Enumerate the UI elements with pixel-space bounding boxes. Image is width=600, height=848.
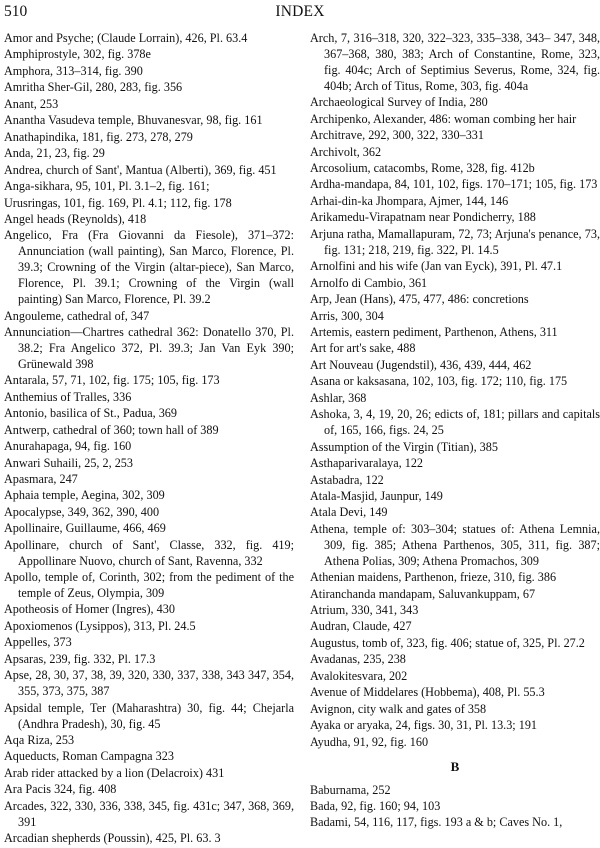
- index-entry: Amphora, 313–314, fig. 390: [4, 63, 143, 78]
- index-entry: Anathapindika, 181, fig. 273, 278, 279: [4, 129, 193, 144]
- index-entry: Arnolfo di Cambio, 361: [310, 275, 428, 290]
- index-entry: Amritha Sher-Gil, 280, 283, fig. 356: [4, 80, 183, 95]
- index-entry: Athenian maidens, Parthenon, frieze, 310, fig. 386: [310, 570, 557, 585]
- index-entry: Asana or kaksasana, 102, 103, fig. 172; 110, fig. 175: [310, 374, 568, 389]
- index-entry: Astabadra, 122: [310, 472, 384, 487]
- index-entry: Artemis, eastern pediment, Parthenon, Athens, 311: [310, 324, 558, 339]
- index-entry: Arcadian shepherds (Poussin), 425, Pl. 63. 3: [4, 831, 221, 846]
- index-entry: Art Nouveau (Jugendstil), 436, 439, 444, 462: [310, 357, 532, 372]
- index-entry: Apotheosis of Homer (Ingres), 430: [4, 602, 175, 617]
- index-entry: Badami, 54, 116, 117, figs. 193 a & b; Caves No. 1,: [310, 815, 563, 830]
- index-entry: Ayaka or aryaka, 24, figs. 30, 31, Pl. 13.3; 191: [310, 718, 538, 733]
- index-entry: Augustus, tomb of, 323, fig. 406; statue of, 325, Pl. 27.2: [310, 635, 585, 650]
- index-entry: Arch, 7, 316–318, 320, 322–323, 335–338, 343– 347, 348, 367–368, 380, 383; Arch of Constantine, Rome, 323, fig. 404c; Arch of Septimius Severus, Rome, 324, fig. 404b; Arch of Titus, Rome, 303, fig. 404a: [310, 31, 600, 93]
- index-entry: Aqa Riza, 253: [4, 733, 75, 748]
- index-entry: Athena, temple of: 303–304; statues of: Athena Lemnia, 309, fig. 385; Athena Parthenos, 305, 311, fig. 387; Athena Polias, 309; Athena Promachos, 309: [310, 521, 600, 568]
- index-entry: Atiranchanda mandapam, Saluvankuppam, 67: [310, 586, 536, 601]
- index-entry: Arikamedu-Virapatnam near Pondicherry, 188: [310, 210, 536, 225]
- index-entry: Amor and Psyche; (Claude Lorrain), 426, Pl. 63.4: [4, 31, 248, 45]
- index-entry: Apoxiomenos (Lysippos), 313, Pl. 24.5: [4, 618, 196, 633]
- index-entry: Atrium, 330, 341, 343: [310, 603, 419, 618]
- index-entry: Archipenko, Alexander, 486: woman combing her hair: [310, 111, 577, 126]
- index-entry: Ardha-mandapa, 84, 101, 102, figs. 170–171; 105, fig. 173: [310, 177, 598, 192]
- index-entry: Apollinare, church of Sant', Classe, 332, fig. 419; Appollinare Nuovo, church of Sant, Ravenna, 332: [4, 537, 294, 568]
- index-entry: Apollinaire, Guillaume, 466, 469: [4, 521, 166, 536]
- index-entry: Anga-sikhara, 95, 101, Pl. 3.1–2, fig. 161;: [4, 179, 210, 194]
- index-entry: Anthemius of Tralles, 336: [4, 389, 132, 404]
- index-entry: Appelles, 373: [4, 635, 72, 650]
- right-column-b-entries: [310, 783, 600, 832]
- index-entry: Urusringas, 101, fig. 169, Pl. 4.1; 112, fig. 178: [4, 195, 232, 210]
- index-entry: Avenue of Middelares (Hobbema), 408, Pl. 55.3: [310, 685, 545, 700]
- index-entry: Art for art's sake, 488: [310, 341, 416, 356]
- index-entry: Arnolfini and his wife (Jan van Eyck), 391, Pl. 47.1: [310, 259, 563, 274]
- running-title: INDEX: [275, 3, 325, 20]
- page-header: [4, 3, 596, 25]
- index-entry: Atala-Masjid, Jaunpur, 149: [310, 488, 443, 503]
- index-entry: Asthaparivaralaya, 122: [310, 456, 424, 471]
- index-columns: [4, 31, 600, 846]
- index-entry: Anantha Vasudeva temple, Bhuvanesvar, 98, fig. 161: [4, 113, 263, 128]
- index-entry: Avadanas, 235, 238: [310, 652, 406, 667]
- index-entry: Apollo, temple of, Corinth, 302; from the pediment of the temple of Zeus, Olympia, 309: [4, 570, 294, 601]
- index-entry: Assumption of the Virgin (Titian), 385: [310, 439, 498, 454]
- index-entry: Arp, Jean (Hans), 475, 477, 486: concretions: [310, 292, 529, 307]
- index-entry: Bada, 92, fig. 160; 94, 103: [310, 799, 441, 814]
- index-entry: Anant, 253: [4, 96, 59, 111]
- index-entry: Apocalypse, 349, 362, 390, 400: [4, 504, 160, 519]
- index-entry: Angel heads (Reynolds), 418: [4, 211, 147, 226]
- right-column: [310, 31, 600, 832]
- index-entry: Andrea, church of Sant', Mantua (Alberti), 369, fig. 451: [4, 162, 277, 177]
- index-entry: Baburnama, 252: [310, 782, 391, 797]
- index-entry: Audran, Claude, 427: [310, 619, 412, 634]
- index-entry: Architrave, 292, 300, 322, 330–331: [310, 128, 484, 143]
- index-entry: Angelico, Fra (Fra Giovanni da Fiesole), 371–372: Annunciation (wall painting), San Marco, Florence, Pl. 39.3; Crowning of the Virgin (altar-piece), San Marco, Florence, Pl. 39.1; Crowning of the Virgin (wall painting) San Marco, Florence, Pl. 39.2: [4, 228, 294, 307]
- index-entry: Archivolt, 362: [310, 144, 382, 159]
- index-entry: Atala Devi, 149: [310, 505, 388, 520]
- left-column: [4, 31, 294, 848]
- index-entry: Avalokitesvara, 202: [310, 668, 408, 683]
- index-entry: Ara Pacis 324, fig. 408: [4, 782, 117, 797]
- index-entry: Angouleme, cathedral of, 347: [4, 308, 150, 323]
- index-entry: Arhai-din-ka Jhompara, Ajmer, 144, 146: [310, 193, 509, 208]
- index-entry: Amphiprostyle, 302, fig. 378e: [4, 47, 151, 62]
- index-entry: Archaeological Survey of India, 280: [310, 95, 488, 110]
- index-entry: Aqueducts, Roman Campagna 323: [4, 749, 174, 764]
- index-entry: Arjuna ratha, Mamallapuram, 72, 73; Arjuna's penance, 73, fig. 131; 218, 219, fig. 322, Pl. 14.5: [310, 226, 600, 257]
- right-column-a-entries: [310, 31, 600, 751]
- index-entry: Arcades, 322, 330, 336, 338, 345, fig. 431c; 347, 368, 369, 391: [4, 798, 294, 829]
- index-entry: Apse, 28, 30, 37, 38, 39, 320, 330, 337, 338, 343 347, 354, 355, 373, 375, 387: [4, 668, 294, 699]
- index-entry: Annunciation—Chartres cathedral 362: Donatello 370, Pl. 38.2; Fra Angelico 372, Pl. 39.3; Jan Van Eyk 390; Grünewald 398: [4, 324, 294, 371]
- index-entry: Ashoka, 3, 4, 19, 20, 26; edicts of, 181; pillars and capitals of, 165, 166, figs. 24, 25: [310, 407, 600, 438]
- section-letter: B: [450, 758, 460, 774]
- index-entry: Antarala, 57, 71, 102, fig. 175; 105, fig. 173: [4, 373, 220, 388]
- index-entry: Apsaras, 239, fig. 332, Pl. 17.3: [4, 651, 156, 666]
- index-entry: Ashlar, 368: [310, 390, 367, 405]
- index-entry: Apsidal temple, Ter (Maharashtra) 30, fig. 44; Chejarla (Andhra Pradesh), 30, fig. 45: [4, 700, 294, 731]
- index-entry: Anwari Suhaili, 25, 2, 253: [4, 455, 133, 470]
- index-entry: Arcosolium, catacombs, Rome, 328, fig. 412b: [310, 160, 535, 175]
- index-entry: Antwerp, cathedral of 360; town hall of 389: [4, 422, 219, 437]
- index-entry: Anda, 21, 23, fig. 29: [4, 146, 105, 161]
- index-entry: Anurahapaga, 94, fig. 160: [4, 439, 132, 454]
- index-entry: Arris, 300, 304: [310, 308, 384, 323]
- page-number: 510: [4, 3, 28, 20]
- index-entry: Arab rider attacked by a lion (Delacroix) 431: [4, 765, 225, 780]
- index-entry: Avignon, city walk and gates of 358: [310, 701, 487, 716]
- index-entry: Antonio, basilica of St., Padua, 369: [4, 406, 177, 421]
- index-entry: Apasmara, 247: [4, 471, 78, 486]
- index-entry: Aphaia temple, Aegina, 302, 309: [4, 488, 165, 503]
- index-entry: Ayudha, 91, 92, fig. 160: [310, 734, 429, 749]
